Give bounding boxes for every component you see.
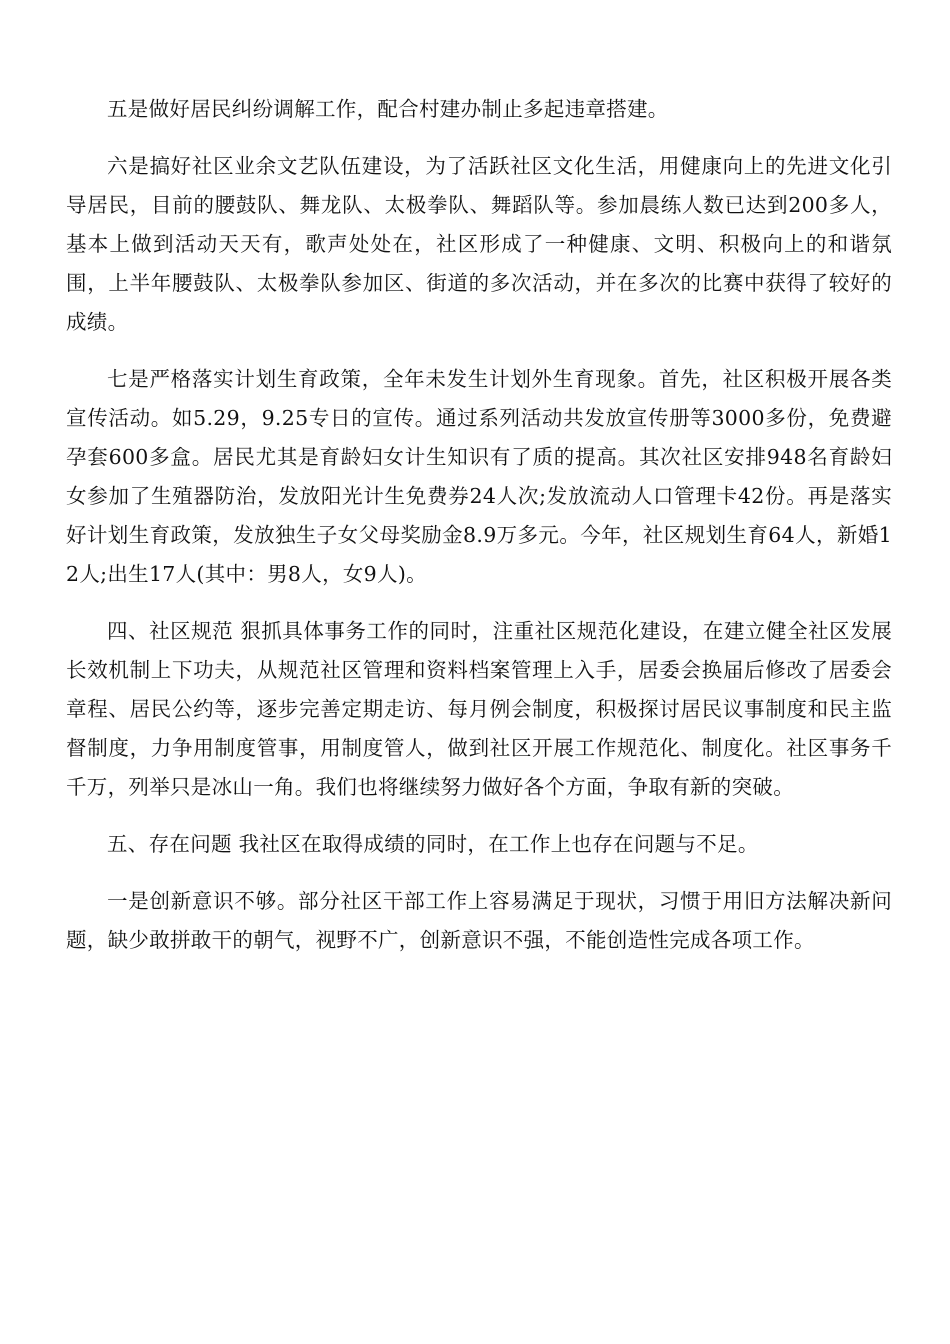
paragraph-cultural-teams: 六是搞好社区业余文艺队伍建设，为了活跃社区文化生活，用健康向上的先进文化引导居民，目前的腰鼓队、舞龙队、太极拳队、舞蹈队等。参加晨练人数已达到200多人，基本上做到活动天天有，歌声处处在，社区形成了一种健康、文明、积极向上的和谐氛围，上半年腰鼓队、太极拳队参加区、街道的多次活动，并在多次的比赛中获得了较好的成绩。 <box>66 154 892 334</box>
paragraph-existing-problems: 五、存在问题 我社区在取得成绩的同时，在工作上也存在问题与不足。 <box>107 832 759 856</box>
paragraph-innovation: 一是创新意识不够。部分社区干部工作上容易满足于现状，习惯于用旧方法解决新问题，缺少敢拼敢干的朝气，视野不广，创新意识不强，不能创造性完成各项工作。 <box>66 889 892 952</box>
paragraph-community-standards: 四、社区规范 狠抓具体事务工作的同时，注重社区规范化建设，在建立健全社区发展长效机制上下功夫，从规范社区管理和资料档案管理上入手，居委会换届后修改了居委会章程、居民公约等，逐步完善定期走访、每月例会制度，积极探讨居民议事制度和民主监督制度，力争用制度管事，用制度管人，做到社区开展工作规范化、制度化。社区事务千千万，列举只是冰山一角。我们也将继续努力做好各个方面，争取有新的突破。 <box>66 619 892 799</box>
paragraph-family-planning: 七是严格落实计划生育政策，全年未发生计划外生育现象。首先，社区积极开展各类宣传活动。如5.29，9.25专日的宣传。通过系列活动共发放宣传册等3000多份，免费避孕套600多盒。居民尤其是育龄妇女计生知识有了质的提高。其次社区安排948名育龄妇女参加了生殖器防治，发放阳光计生免费券24人次;发放流动人口管理卡42份。再是落实好计划生育政策，发放独生子女父母奖励金8.9万多元。今年，社区规划生育64人，新婚12人;出生17人(其中：男8人，女9人)。 <box>66 367 892 586</box>
paragraph-dispute-mediation: 五是做好居民纠纷调解工作，配合村建办制止多起违章搭建。 <box>107 97 669 121</box>
document-body <box>66 90 892 978</box>
